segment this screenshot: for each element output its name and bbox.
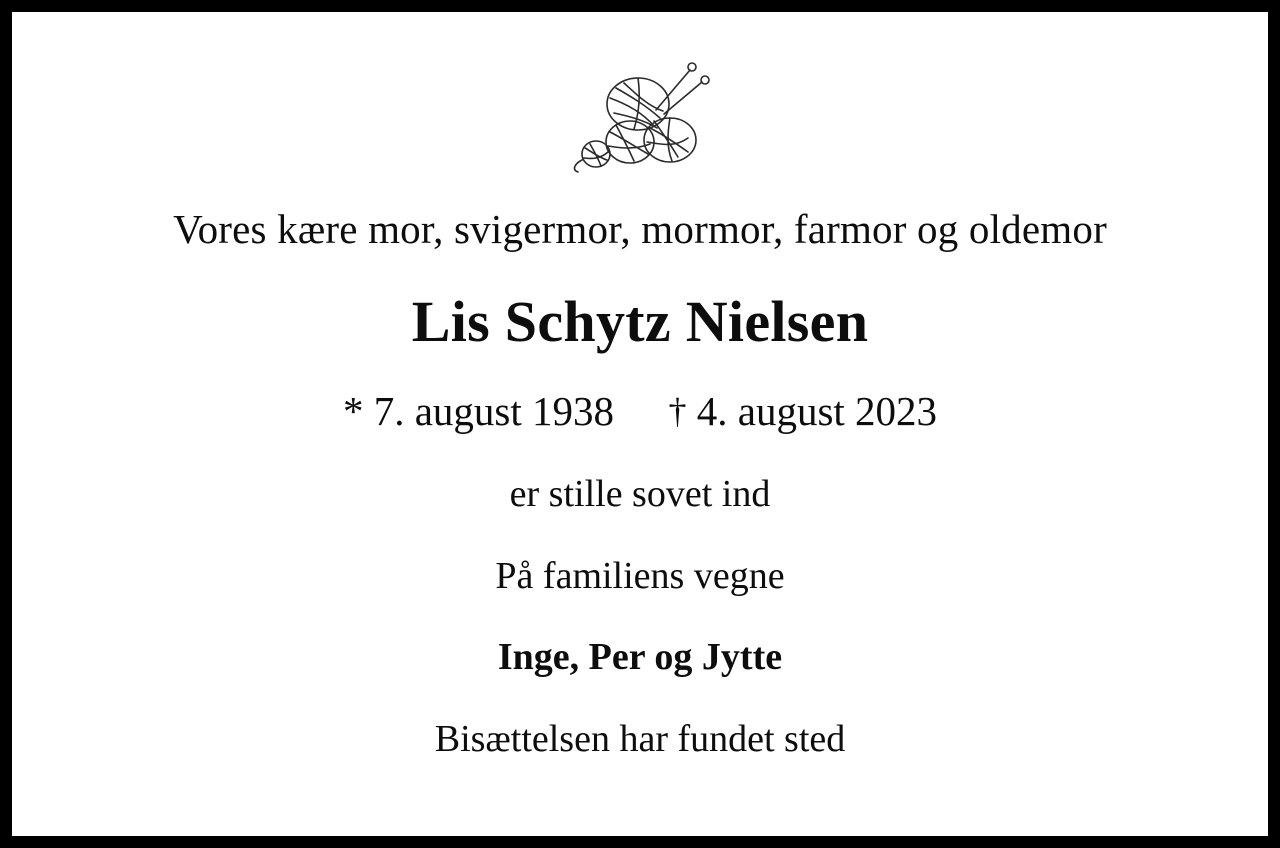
passing-text: er stille sovet ind [509,472,771,515]
life-dates [12,388,1268,435]
death-symbol: † [668,390,687,431]
on-behalf-text: På familiens vegne [495,554,785,597]
yarn-balls-knitting-needles-icon [560,56,720,176]
deceased-name: Lis Schytz Nielsen [411,289,869,355]
signatories: Inge, Per og Jytte [497,636,783,679]
obituary-notice [12,12,1268,836]
birth-symbol: * [342,387,364,434]
death-date: 4. august 2023 [696,387,938,434]
intro-text: Vores kære mor, svigermor, mormor, farmor og oldemor [173,206,1107,252]
birth-date: 7. august 1938 [373,387,614,434]
closing-text: Bisættelsen har fundet sted [434,718,846,761]
